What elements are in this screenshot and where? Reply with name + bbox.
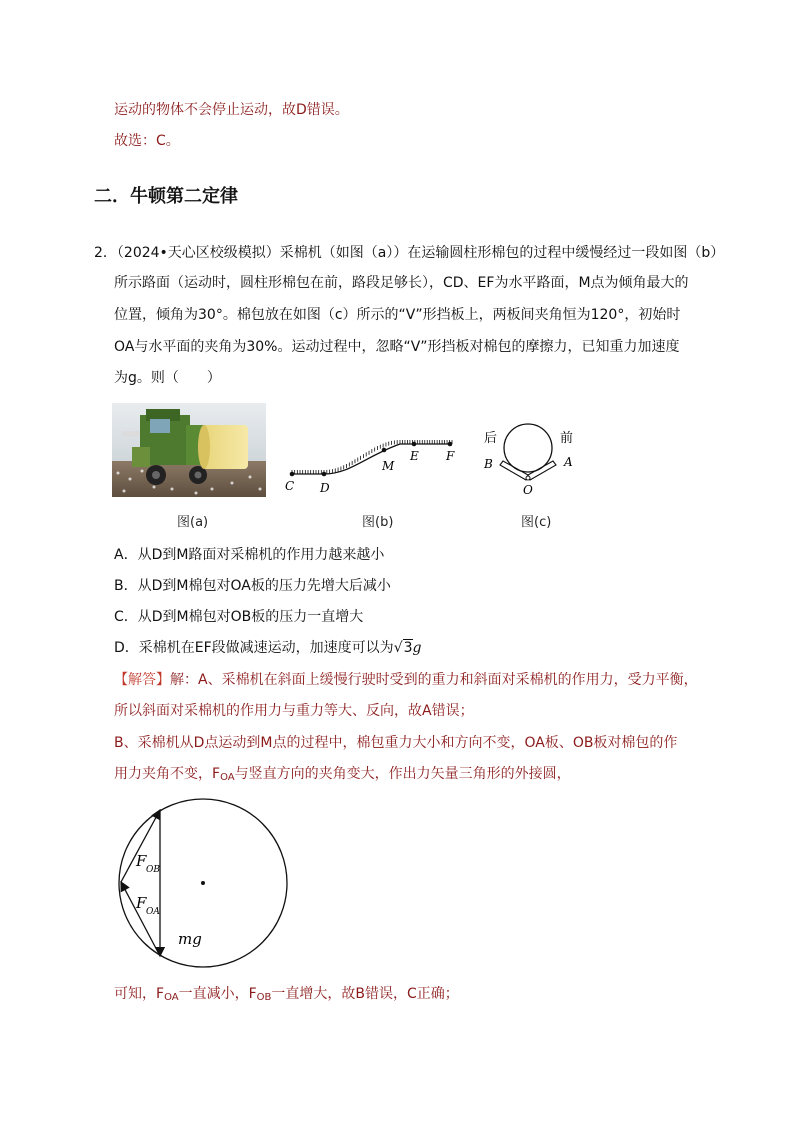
figure-a-caption: 图(a) [177,515,209,530]
force-circle-figure [116,798,292,974]
question-line-1: 2．（2024•天心区校级模拟）采棉机（如图（a））在运输圆柱形棉包的过程中缓慢经过一段如图（b） [94,245,725,261]
section-heading: 二．牛顿第二定律 [94,186,238,207]
label-back: 后 [484,431,498,446]
label-f-ob: F [136,852,147,870]
option-b: B．从D到M棉包对OA板的压力先增大后减小 [114,578,391,594]
label-b: B [484,457,493,471]
answer-line-1-text: 解：A、采棉机在斜面上缓慢行驶时受到的重力和斜面对采棉机的作用力，受力平衡， [170,672,698,688]
answer-line-5: 可知，$F_{OA}$一直减小，$F_{OB}$一直增大，故B错误，C正确； [114,986,459,1003]
road-profile-figure [280,430,460,498]
label-mg: mg [178,930,202,948]
sqrt-expression: √3 [393,640,413,656]
answer-line-4: 用力夹角不变，$F_{OA}$与竖直方向的夹角变大，作出力矢量三角形的外接圆， [114,766,571,783]
question-line-5: 为g。则（ ） [114,370,221,386]
option-d-var: g [412,640,422,656]
label-d: D [320,481,330,495]
label-f: F [446,449,455,463]
prev-solution-answer: 故选：C。 [114,133,180,149]
label-m: M [382,459,395,473]
answer-line-2: 所以斜面对采棉机的作用力与重力等大、反向，故A错误； [114,703,474,719]
figure-c-caption: 图(c) [521,515,552,530]
option-d [114,638,422,658]
label-c: C [285,479,295,493]
prev-solution-line: 运动的物体不会停止运动，故D错误。 [114,102,349,118]
question-line-3: 位置，倾角为30°。棉包放在如图（c）所示的“V”形挡板上，两板间夹角恒为120°，初始时 [114,307,681,323]
answer-line-3: B、采棉机从D点运动到M点的过程中，棉包重力大小和方向不变，OA板、OB板对棉包的作 [114,735,678,751]
question-line-4: OA与水平面的夹角为30%。运动过程中，忽略“V”形挡板对棉包的摩擦力，已知重力加速度 [114,339,680,355]
label-f-oa: F [136,894,147,912]
answer-tag: 【解答】 [114,672,170,688]
label-f-ob-sub: OB [146,865,160,875]
answer-line-1 [114,670,698,690]
label-e: E [410,449,419,463]
option-d-text: D．采棉机在EF段做减速运动，加速度可以为 [114,640,394,656]
label-o: O [523,483,533,497]
label-a: A [564,455,573,469]
option-a: A．从D到M路面对采棉机的作用力越来越小 [114,547,385,563]
figure-b-caption: 图(b) [362,515,394,530]
question-line-2: 所示路面（运动时，圆柱形棉包在前，路段足够长），CD、EF为水平路面，M点为倾角最大的 [114,275,689,291]
label-front: 前 [560,431,574,446]
cotton-picker-photo [112,403,266,497]
v-plate-figure [478,418,588,500]
label-f-oa-sub: OA [146,907,160,917]
option-c: C．从D到M棉包对OB板的压力一直增大 [114,609,364,625]
